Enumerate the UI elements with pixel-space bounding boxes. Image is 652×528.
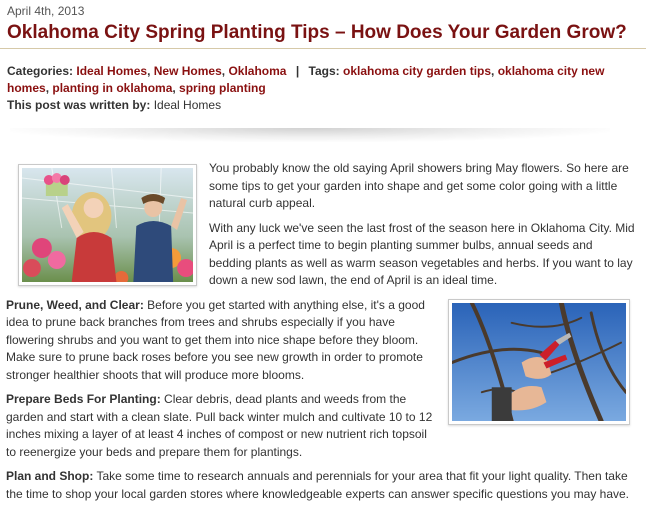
section-heading-prepare-beds: Prepare Beds For Planting:	[6, 392, 161, 406]
tags-label: Tags:	[308, 64, 340, 78]
author-name: Ideal Homes	[153, 98, 222, 112]
tag-link-spring-planting[interactable]: spring planting	[179, 81, 266, 95]
intro-paragraph-1: You probably know the old saying April showers bring May flowers. So here are some tips to get your garden into shape and get some color going with a little natural curb appeal.	[209, 161, 629, 210]
categories-label: Categories:	[7, 64, 74, 78]
section-text-plan-and-shop: Take some time to research annuals and perennials for your area that fit your light quality. Then take the time to shop your local garden stores where knowledgeable experts can answer specific questions you may have.	[6, 469, 630, 501]
pruning-shears-photo-icon	[448, 299, 630, 425]
section-plan-and-shop	[6, 468, 638, 503]
category-link-oklahoma[interactable]: Oklahoma	[228, 64, 287, 78]
section-heading-prune: Prune, Weed, and Clear:	[6, 297, 144, 312]
gardening-couple-photo-icon	[18, 164, 197, 286]
category-link-new-homes[interactable]: New Homes	[153, 64, 222, 78]
tag-link-okc-garden-tips[interactable]: oklahoma city garden tips	[343, 64, 492, 78]
section-text-prune: Before you get started with anything else, it's a good idea to prune back branches from trees and shrubs especially if you have flowering shrubs and you want to get them into nice shape before they bloom. Make sure to prune back roses before you see new growth in order to promote stronger healthier shoots that will produce more blooms.	[6, 297, 425, 382]
section-text-prepare-beds: Clear debris, dead plants and weeds from the garden and start with a clean slate. Pull back winter mulch and cultivate 10 to 12 inches mixing a layer of at least 4 inches of compost or new nutrient rich topsoil to reenergize your beds and prepare them for plantings.	[6, 392, 433, 459]
author-label: This post was written by:	[7, 98, 151, 112]
category-link-ideal-homes[interactable]: Ideal Homes	[76, 64, 148, 78]
post-content	[6, 160, 638, 510]
section-heading-plan-and-shop: Plan and Shop:	[6, 469, 94, 483]
tag-link-okc-new-homes[interactable]: oklahoma city new homes	[7, 64, 605, 95]
meta-separator: |	[295, 64, 300, 78]
post-meta: Categories: Ideal Homes, New Homes, Oklahoma | Tags: oklahoma city garden tips, oklahoma city new homes, planting in oklahoma, spring planting This post was written by: Ideal Homes	[7, 64, 605, 112]
meta-shadow-divider	[10, 128, 610, 142]
tag-link-planting-in-oklahoma[interactable]: planting in oklahoma	[52, 81, 173, 95]
section-prune-weed-clear	[6, 297, 638, 385]
title-divider	[0, 48, 646, 49]
post-date: April 4th, 2013	[7, 4, 85, 18]
intro-paragraph-2: With any luck we've seen the last frost of the season here in Oklahoma City. Mid April is a perfect time to begin planting summer bulbs, annual seeds and bedding plants as well as warm season vegetables and herbs. If you want to lay down a new sod lawn, the end of April is an ideal time.	[209, 220, 635, 287]
post-title[interactable]: Oklahoma City Spring Planting Tips – How Does Your Garden Grow?	[7, 22, 627, 43]
